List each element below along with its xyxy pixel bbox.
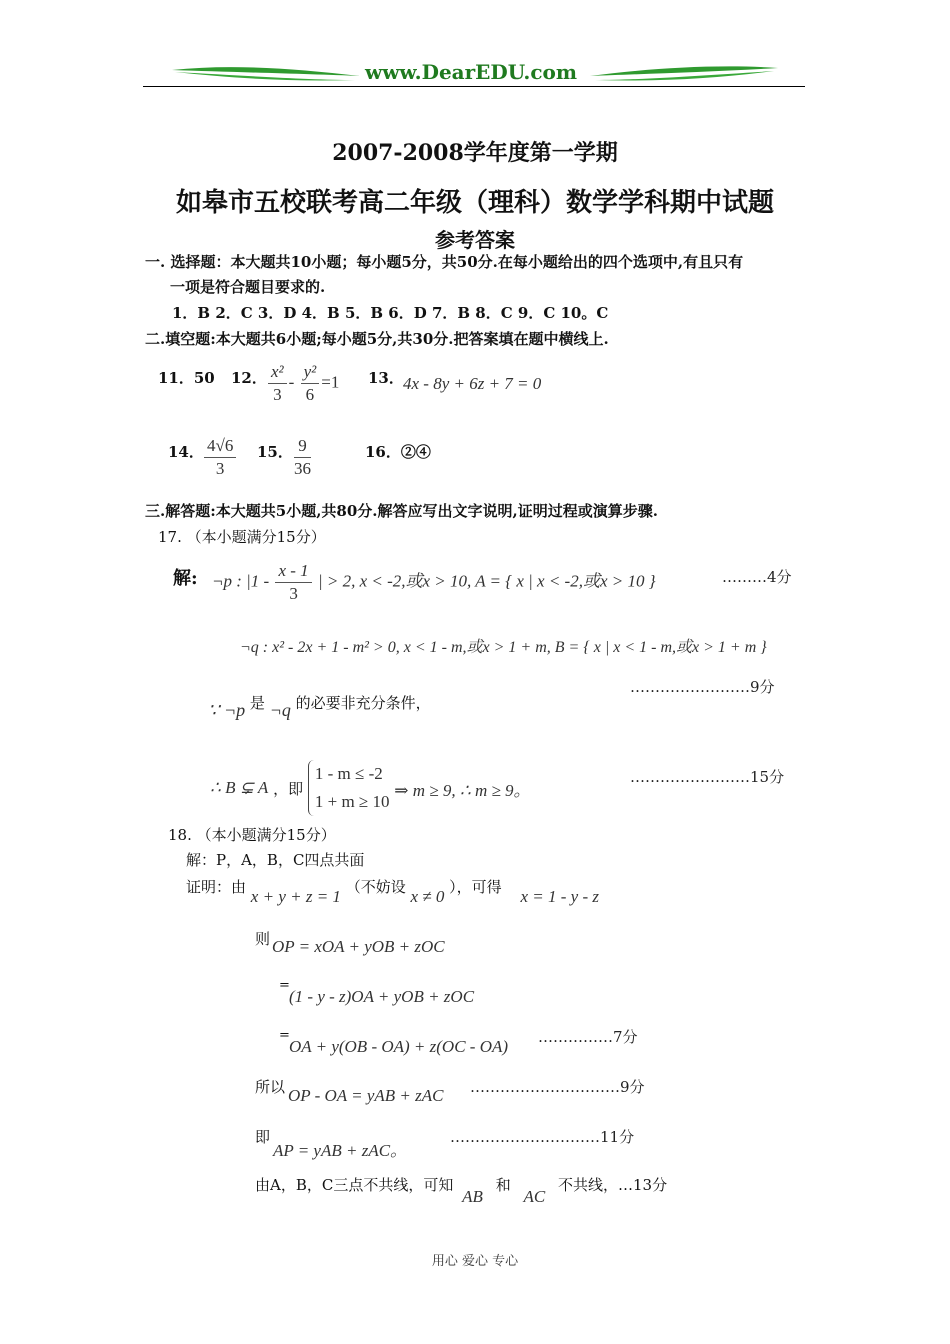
q13-answer: 4x - 8y + 6z + 7 = 0 bbox=[403, 374, 542, 393]
q12-eq: =1 bbox=[321, 372, 340, 392]
section3-heading: 三.解答题:本大题共5小题,共80分.解答应写出文字说明,证明过程或演算步骤. bbox=[145, 502, 658, 520]
q17-line1-den: 3 bbox=[289, 584, 298, 603]
q17-score1: ………4分 bbox=[722, 568, 792, 586]
q15-den: 36 bbox=[294, 459, 311, 478]
q12-minus: - bbox=[288, 372, 295, 392]
q17-line4-b: ，即 bbox=[273, 779, 304, 798]
q18-last-line bbox=[255, 1174, 668, 1206]
q13-label: 13． bbox=[368, 369, 404, 387]
q17-line3-c: ¬q bbox=[269, 700, 291, 720]
q17-jie: 解: bbox=[173, 568, 198, 589]
q12-label: 12． bbox=[231, 369, 267, 387]
q17-line3-a: ∵ ¬p bbox=[208, 700, 246, 720]
q17-score3: ……………………15分 bbox=[630, 768, 785, 786]
q11-answer: 11．50 bbox=[158, 369, 215, 387]
q18-proof-a: 证明：由 bbox=[186, 878, 247, 896]
q18-last-a: 由A，B，C三点不共线，可知 bbox=[255, 1176, 454, 1194]
q17-sys-1: 1 - m ≤ -2 bbox=[314, 764, 383, 783]
q18-eq5: AP = yAB + zAC。 bbox=[273, 1141, 408, 1160]
title-line3: 参考答案 bbox=[435, 228, 515, 252]
q17-title: 17. （本小题满分15分） bbox=[158, 528, 326, 546]
section2-heading: 二.填空题:本大题共6小题;每小题5分,共30分.把答案填在题中横线上. bbox=[145, 330, 609, 348]
q14-label: 14． bbox=[168, 443, 204, 461]
q18-jie: 解：P，A，B，C四点共面 bbox=[186, 851, 365, 869]
q17-line1-b: | > 2, x < -2,或x > 10, A = { x | x < -2,或x > 10 } bbox=[317, 571, 656, 591]
q16-answer: 16．②④ bbox=[365, 443, 431, 461]
q17-line2: ¬q : x² - 2x + 1 - m² > 0, x < 1 - m,或x > 1 + m, B = { x | x < 1 - m,或x > 1 + m } bbox=[240, 639, 767, 656]
q18-proof-c: x ≠ 0 bbox=[410, 887, 445, 906]
logo-text: www.DearEDU.com bbox=[365, 60, 578, 84]
header-rule bbox=[143, 86, 805, 87]
q14-den: 3 bbox=[215, 459, 225, 478]
q17-line4 bbox=[210, 760, 531, 816]
q12-answer bbox=[266, 362, 339, 405]
q18-eq4: OP - OA = yAB + zAC bbox=[288, 1086, 444, 1105]
q18-eq2-pre: = bbox=[279, 978, 290, 993]
q17-line1 bbox=[212, 561, 656, 604]
q15-num: 9 bbox=[294, 436, 311, 458]
q17-line3-d: 的必要非充分条件， bbox=[295, 694, 431, 712]
q17-score2: ……………………9分 bbox=[630, 678, 775, 696]
header-logo bbox=[170, 58, 780, 88]
title-line2: 如皋市五校联考高二年级（理科）数学学科期中试题 bbox=[175, 188, 774, 218]
q18-score11: …………………………11分 bbox=[450, 1128, 635, 1146]
q14-num: 4√6 bbox=[204, 436, 236, 458]
q15-answer bbox=[292, 436, 313, 479]
q18-ze: 则 bbox=[255, 930, 271, 948]
q17-line3-b: 是 bbox=[249, 694, 265, 712]
q17-line1-num: x - 1 bbox=[275, 561, 311, 583]
q17-sys-2: 1 + m ≥ 10 bbox=[314, 792, 390, 811]
q18-last-ac: AC bbox=[523, 1187, 546, 1206]
q18-title: 18. （本小题满分15分） bbox=[168, 826, 336, 844]
q18-score9: …………………………9分 bbox=[470, 1078, 645, 1096]
q12-num2: y² bbox=[301, 362, 320, 384]
q17-line4-c: ⇒ m ≥ 9, ∴ m ≥ 9。 bbox=[394, 780, 531, 800]
section1-heading-l2: 一项是符合题目要求的. bbox=[170, 278, 326, 296]
title-line1: 2007-2008学年度第一学期 bbox=[332, 140, 618, 166]
q18-proof-e: x = 1 - y - z bbox=[520, 887, 599, 906]
section1-heading-l1: 一. 选择题：本大题共10小题；每小题5分，共50分.在每小题给出的四个选项中,有且只有 bbox=[145, 253, 744, 271]
q18-proof-b: （不妨设 bbox=[345, 878, 406, 896]
q17-line3 bbox=[208, 694, 431, 721]
q14-answer bbox=[202, 436, 238, 479]
q18-eq3: OA + y(OB - OA) + z(OC - OA) bbox=[289, 1037, 509, 1056]
q18-ji: 即 bbox=[255, 1128, 271, 1146]
q18-eq3-pre: = bbox=[279, 1028, 290, 1043]
q12-den2: 6 bbox=[305, 385, 315, 404]
q18-proof-eq: x + y + z = 1 bbox=[250, 887, 341, 906]
q17-system bbox=[308, 760, 390, 816]
q18-score7: ……………7分 bbox=[538, 1028, 638, 1046]
q12-num1: x² bbox=[268, 362, 287, 384]
q18-last-he: 和 bbox=[495, 1176, 511, 1194]
q18-proof-line bbox=[186, 876, 599, 906]
q17-line1-a: ¬p : |1 - bbox=[212, 571, 270, 591]
q15-label: 15． bbox=[257, 443, 293, 461]
section1-answers: 1．B 2．C 3．D 4．B 5．B 6．D 7．B 8．C 9．C 10。C bbox=[172, 304, 609, 322]
q18-last-b: 不共线，…13分 bbox=[558, 1176, 668, 1194]
q17-line4-a: ∴ B ⊊ A bbox=[210, 778, 269, 797]
footer-text: 用心 爱心 专心 bbox=[431, 1254, 519, 1269]
q18-proof-d: ），可得 bbox=[449, 878, 502, 896]
q18-eq2: (1 - y - z)OA + yOB + zOC bbox=[289, 987, 475, 1006]
q18-suoyi: 所以 bbox=[255, 1078, 286, 1096]
q18-eq1: OP = xOA + yOB + zOC bbox=[272, 937, 445, 956]
q12-den1: 3 bbox=[273, 385, 282, 404]
q18-last-ab: AB bbox=[462, 1187, 483, 1206]
